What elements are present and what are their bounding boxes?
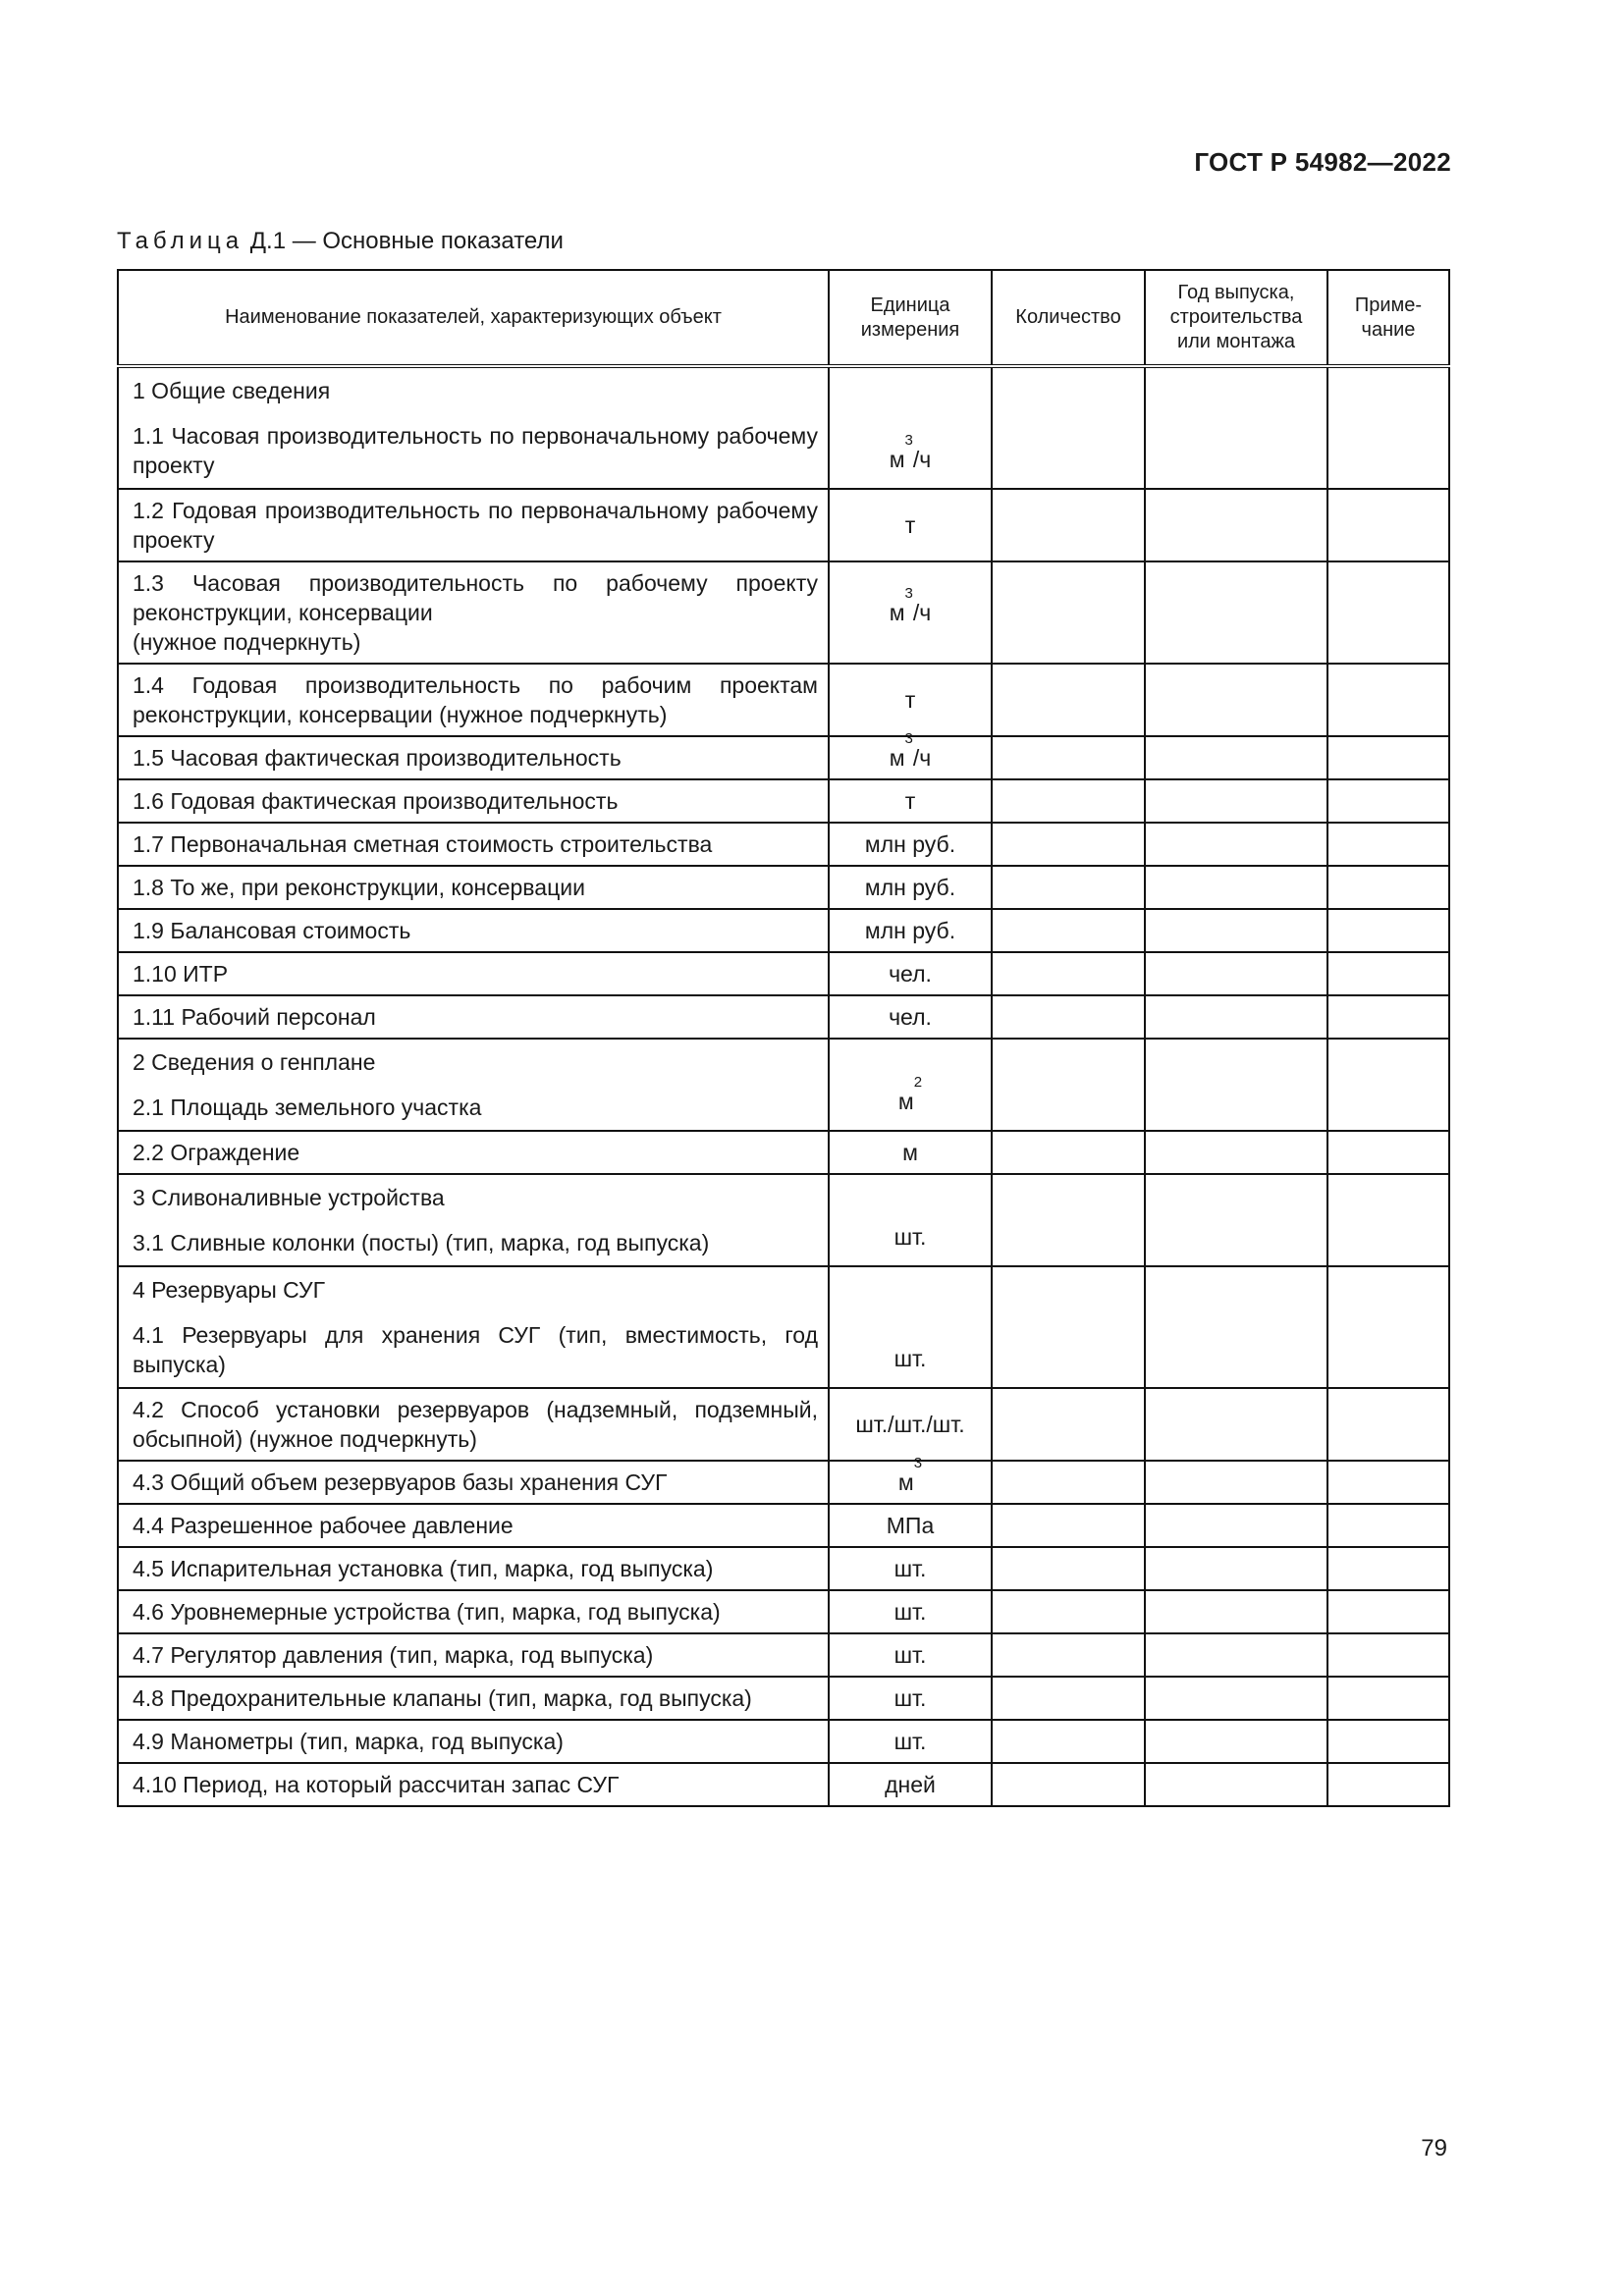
table-caption	[117, 228, 564, 255]
unit-cell	[829, 664, 992, 736]
table-row	[118, 823, 1449, 866]
indicator-name-cell	[118, 952, 829, 995]
section-heading: 1 Общие сведения	[133, 378, 331, 403]
unit-text: млн руб.	[864, 831, 956, 857]
unit-cell	[829, 366, 992, 489]
unit-text: м	[897, 1469, 914, 1495]
note-cell	[1327, 779, 1449, 823]
note-cell	[1327, 1388, 1449, 1461]
unit-text: т	[904, 512, 916, 538]
note-cell	[1327, 823, 1449, 866]
section-heading: 4 Резервуары СУГ	[133, 1277, 326, 1303]
year-cell	[1145, 866, 1327, 909]
unit-cell	[829, 1504, 992, 1547]
indicator-name: 1.1 Часовая производительность по первоначальному рабочему проекту	[133, 423, 818, 478]
table-row	[118, 1633, 1449, 1677]
unit-text: чел.	[889, 961, 932, 987]
indicator-name-cell	[118, 1763, 829, 1806]
quantity-cell	[992, 1590, 1145, 1633]
unit-text: млн руб.	[864, 875, 956, 900]
quantity-cell	[992, 736, 1145, 779]
table-row	[118, 1131, 1449, 1174]
unit-cell	[829, 1266, 992, 1388]
unit-text: чел.	[889, 1004, 932, 1030]
table-row	[118, 866, 1449, 909]
unit-cell	[829, 952, 992, 995]
table-row	[118, 1388, 1449, 1461]
indicator-name: 4.8 Предохранительные клапаны (тип, марка, год выпуска)	[133, 1685, 752, 1711]
unit-exponent: 3	[904, 730, 913, 747]
indicator-name: 1.2 Годовая производительность по первоначальному рабочему проекту	[133, 498, 818, 553]
unit-exponent: 2	[913, 1074, 923, 1091]
unit-cell	[829, 489, 992, 561]
unit-text: МПа	[886, 1513, 935, 1538]
note-cell	[1327, 1633, 1449, 1677]
note-cell	[1327, 366, 1449, 489]
year-cell	[1145, 366, 1327, 489]
indicator-name: 4.1 Резервуары для хранения СУГ (тип, вместимость, год выпуска)	[133, 1322, 818, 1377]
table-row	[118, 736, 1449, 779]
indicator-name-cell	[118, 866, 829, 909]
note-cell	[1327, 561, 1449, 664]
table-row	[118, 1504, 1449, 1547]
indicator-name: 4.6 Уровнемерные устройства (тип, марка, год выпуска)	[133, 1599, 721, 1625]
indicator-name-cell	[118, 1388, 829, 1461]
quantity-cell	[992, 909, 1145, 952]
indicator-name-cell	[118, 1174, 829, 1266]
quantity-cell	[992, 1131, 1145, 1174]
unit-text: м	[902, 1140, 918, 1165]
unit-text: шт.	[893, 1685, 927, 1711]
note-cell	[1327, 1174, 1449, 1266]
table-row	[118, 489, 1449, 561]
indicator-name: 4.4 Разрешенное рабочее давление	[133, 1513, 514, 1538]
unit-text: м	[889, 745, 905, 771]
table-row	[118, 1547, 1449, 1590]
indicator-note: (нужное подчеркнуть)	[133, 629, 361, 655]
note-cell	[1327, 1131, 1449, 1174]
unit-exponent: 3	[913, 1455, 923, 1471]
table-row	[118, 1763, 1449, 1806]
unit-text: шт./шт./шт.	[855, 1412, 965, 1437]
indicator-name: 1.5 Часовая фактическая производительность	[133, 745, 622, 771]
indicator-name-cell	[118, 561, 829, 664]
unit-text: шт.	[893, 1346, 927, 1371]
indicator-name: 2.1 Площадь земельного участка	[133, 1095, 482, 1120]
unit-suffix: /ч	[912, 600, 932, 625]
indicator-name: 2.2 Ограждение	[133, 1140, 300, 1165]
year-cell	[1145, 1461, 1327, 1504]
table-row	[118, 1720, 1449, 1763]
quantity-cell	[992, 823, 1145, 866]
unit-cell	[829, 561, 992, 664]
indicator-name-cell	[118, 1720, 829, 1763]
unit-cell	[829, 1547, 992, 1590]
year-cell	[1145, 952, 1327, 995]
quantity-cell	[992, 1388, 1145, 1461]
year-cell	[1145, 1039, 1327, 1131]
unit-cell	[829, 1720, 992, 1763]
year-cell	[1145, 1388, 1327, 1461]
year-cell	[1145, 561, 1327, 664]
table-row	[118, 909, 1449, 952]
note-cell	[1327, 952, 1449, 995]
unit-cell	[829, 1677, 992, 1720]
table-row	[118, 1677, 1449, 1720]
unit-text: т	[904, 788, 916, 814]
table-body	[118, 366, 1449, 1806]
indicator-name: 1.6 Годовая фактическая производительность	[133, 788, 619, 814]
note-cell	[1327, 1504, 1449, 1547]
year-cell	[1145, 823, 1327, 866]
indicator-name: 1.11 Рабочий персонал	[133, 1004, 376, 1030]
table-row	[118, 779, 1449, 823]
quantity-cell	[992, 366, 1145, 489]
quantity-cell	[992, 1720, 1145, 1763]
indicator-name-cell	[118, 366, 829, 489]
indicator-name: 4.5 Испарительная установка (тип, марка, год выпуска)	[133, 1556, 714, 1581]
unit-cell	[829, 1633, 992, 1677]
quantity-cell	[992, 779, 1145, 823]
quantity-cell	[992, 489, 1145, 561]
note-cell	[1327, 1763, 1449, 1806]
column-header-note: Приме- чание	[1327, 270, 1449, 366]
note-cell	[1327, 909, 1449, 952]
year-cell	[1145, 489, 1327, 561]
note-cell	[1327, 1720, 1449, 1763]
year-cell	[1145, 1633, 1327, 1677]
indicator-name: 1.9 Балансовая стоимость	[133, 918, 411, 943]
unit-exponent: 3	[904, 432, 913, 449]
table-row	[118, 366, 1449, 489]
unit-cell	[829, 995, 992, 1039]
year-cell	[1145, 779, 1327, 823]
unit-cell	[829, 909, 992, 952]
indicator-name-cell	[118, 779, 829, 823]
indicator-name-cell	[118, 1633, 829, 1677]
unit-suffix: /ч	[912, 447, 932, 472]
indicator-name-cell	[118, 1039, 829, 1131]
note-cell	[1327, 1266, 1449, 1388]
unit-cell	[829, 1039, 992, 1131]
table-row	[118, 952, 1449, 995]
column-header-year: Год выпуска, строительства или монтажа	[1145, 270, 1327, 366]
unit-text: шт.	[893, 1729, 927, 1754]
note-cell	[1327, 995, 1449, 1039]
year-cell	[1145, 995, 1327, 1039]
indicator-name-cell	[118, 1266, 829, 1388]
unit-cell	[829, 730, 992, 779]
table-row	[118, 1266, 1449, 1388]
column-header-quantity: Количество	[992, 270, 1145, 366]
note-cell	[1327, 664, 1449, 736]
indicator-name-cell	[118, 1590, 829, 1633]
quantity-cell	[992, 1763, 1145, 1806]
table-header-row	[118, 270, 1449, 366]
quantity-cell	[992, 1266, 1145, 1388]
unit-cell	[829, 1388, 992, 1461]
year-cell	[1145, 1174, 1327, 1266]
unit-text: т	[904, 687, 916, 713]
unit-cell	[829, 1590, 992, 1633]
indicator-name-cell	[118, 1547, 829, 1590]
quantity-cell	[992, 1461, 1145, 1504]
indicator-name-cell	[118, 909, 829, 952]
indicator-name-cell	[118, 1677, 829, 1720]
unit-cell	[829, 866, 992, 909]
unit-text: млн руб.	[864, 918, 956, 943]
unit-cell	[829, 779, 992, 823]
indicator-name-cell	[118, 1461, 829, 1504]
unit-suffix: /ч	[912, 745, 932, 771]
year-cell	[1145, 1131, 1327, 1174]
indicator-name: 4.2 Способ установки резервуаров (надземный, подземный, обсыпной) (нужное подчеркнуть)	[133, 1397, 818, 1452]
indicator-name: 1.3 Часовая производительность по рабочему проекту реконструкции, консервации	[133, 570, 818, 625]
quantity-cell	[992, 664, 1145, 736]
unit-text: м	[889, 600, 905, 625]
note-cell	[1327, 489, 1449, 561]
table-row	[118, 664, 1449, 736]
section-heading: 2 Сведения о генплане	[133, 1049, 376, 1075]
indicators-table	[117, 269, 1450, 1807]
note-cell	[1327, 866, 1449, 909]
quantity-cell	[992, 1677, 1145, 1720]
year-cell	[1145, 1677, 1327, 1720]
year-cell	[1145, 1266, 1327, 1388]
year-cell	[1145, 1763, 1327, 1806]
quantity-cell	[992, 866, 1145, 909]
unit-text: шт.	[893, 1556, 927, 1581]
year-cell	[1145, 1547, 1327, 1590]
indicator-name: 1.8 То же, при реконструкции, консервации	[133, 875, 585, 900]
indicator-name: 4.3 Общий объем резервуаров базы хранения СУГ	[133, 1469, 668, 1495]
indicator-name-cell	[118, 1131, 829, 1174]
unit-cell	[829, 823, 992, 866]
note-cell	[1327, 1547, 1449, 1590]
quantity-cell	[992, 952, 1145, 995]
year-cell	[1145, 664, 1327, 736]
year-cell	[1145, 1504, 1327, 1547]
indicator-name: 1.4 Годовая производительность по рабочим проектам реконструкции, консервации (нужное подчеркнуть)	[133, 672, 818, 727]
indicator-name: 1.10 ИТР	[133, 961, 229, 987]
unit-cell	[829, 1174, 992, 1266]
unit-text: м	[889, 447, 905, 472]
caption-title: Д.1 — Основные показатели	[244, 228, 564, 254]
unit-cell	[829, 1131, 992, 1174]
quantity-cell	[992, 1174, 1145, 1266]
quantity-cell	[992, 1504, 1145, 1547]
unit-text: шт.	[893, 1224, 927, 1250]
indicator-name-cell	[118, 823, 829, 866]
column-header-unit: Единица измерения	[829, 270, 992, 366]
year-cell	[1145, 1720, 1327, 1763]
column-header-name: Наименование показателей, характеризующих объект	[118, 270, 829, 366]
table-row	[118, 1174, 1449, 1266]
unit-text: дней	[885, 1772, 936, 1797]
unit-cell	[829, 1455, 992, 1504]
year-cell	[1145, 736, 1327, 779]
table-row	[118, 1461, 1449, 1504]
indicator-name-cell	[118, 995, 829, 1039]
unit-text: м	[897, 1089, 914, 1114]
quantity-cell	[992, 995, 1145, 1039]
section-heading: 3 Сливоналивные устройства	[133, 1185, 445, 1210]
page-number: 79	[1421, 2135, 1447, 2162]
note-cell	[1327, 1590, 1449, 1633]
indicator-name: 4.10 Период, на который рассчитан запас СУГ	[133, 1772, 620, 1797]
year-cell	[1145, 909, 1327, 952]
note-cell	[1327, 1039, 1449, 1131]
note-cell	[1327, 736, 1449, 779]
table-row	[118, 561, 1449, 664]
indicator-name-cell	[118, 489, 829, 561]
quantity-cell	[992, 1633, 1145, 1677]
indicator-name-cell	[118, 1504, 829, 1547]
unit-exponent: 3	[904, 585, 913, 602]
unit-cell	[829, 1763, 992, 1806]
year-cell	[1145, 1590, 1327, 1633]
quantity-cell	[992, 561, 1145, 664]
quantity-cell	[992, 1039, 1145, 1131]
unit-text: шт.	[893, 1599, 927, 1625]
indicator-name-cell	[118, 736, 829, 779]
standard-designation: ГОСТ Р 54982—2022	[1194, 147, 1451, 177]
indicator-name: 4.7 Регулятор давления (тип, марка, год выпуска)	[133, 1642, 654, 1668]
note-cell	[1327, 1461, 1449, 1504]
indicator-name: 3.1 Сливные колонки (посты) (тип, марка, год выпуска)	[133, 1230, 710, 1255]
caption-prefix: Таблица	[117, 228, 244, 254]
quantity-cell	[992, 1547, 1145, 1590]
note-cell	[1327, 1677, 1449, 1720]
table-row	[118, 1590, 1449, 1633]
indicator-name-cell	[118, 664, 829, 736]
indicator-name: 4.9 Манометры (тип, марка, год выпуска)	[133, 1729, 564, 1754]
indicator-name: 1.7 Первоначальная сметная стоимость строительства	[133, 831, 713, 857]
table-row	[118, 995, 1449, 1039]
unit-text: шт.	[893, 1642, 927, 1668]
table-row	[118, 1039, 1449, 1131]
